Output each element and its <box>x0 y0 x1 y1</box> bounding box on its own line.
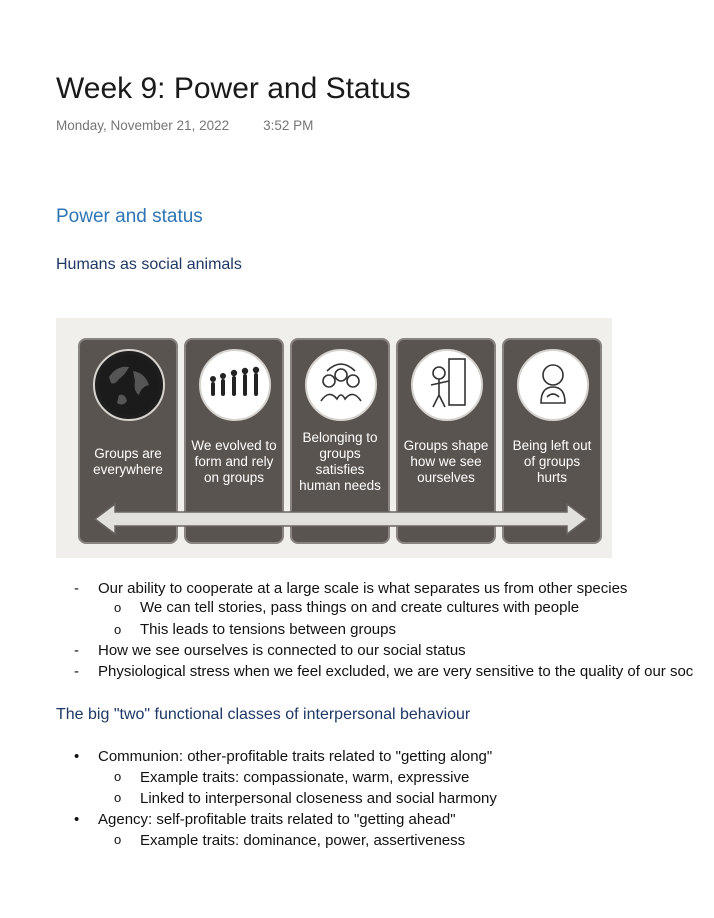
subheading-big-two: The big "two" functional classes of interpersonal behaviour <box>56 706 471 723</box>
list-marker: - <box>74 663 79 680</box>
list-marker: o <box>114 769 122 784</box>
list-marker: • <box>74 811 80 828</box>
page-meta <box>56 118 313 133</box>
panel-label: Belonging to groups satisfies human needs <box>299 430 381 493</box>
list-item: We can tell stories, pass things on and create cultures with people <box>140 599 580 616</box>
list-item: Example traits: compassionate, warm, expressive <box>140 769 470 786</box>
page-date: Monday, November 21, 2022 <box>56 118 230 133</box>
page-title: Week 9: Power and Status <box>56 72 411 105</box>
list-marker: • <box>74 748 80 765</box>
list-item: Example traits: dominance, power, assertiveness <box>140 832 466 849</box>
list-item: This leads to tensions between groups <box>140 621 396 638</box>
huddle-icon <box>305 349 377 421</box>
list-item: Our ability to cooperate at a large scale is what separates us from other species <box>98 580 628 597</box>
page-time: 3:52 PM <box>263 118 314 133</box>
panel-label: Groups shape how we see ourselves <box>403 438 489 485</box>
list-item: Communion: other-profitable traits related to "getting along" <box>98 748 493 765</box>
panel-label: Being left out of groups hurts <box>512 438 592 485</box>
list-marker: o <box>114 622 122 637</box>
list-item: Agency: self-profitable traits related to "getting ahead" <box>98 811 456 828</box>
panel-label: Groups are everywhere <box>93 446 163 477</box>
mirror-icon <box>411 349 483 421</box>
panel-label: We evolved to form and rely on groups <box>191 438 277 485</box>
section-heading: Power and status <box>56 206 203 227</box>
globe-icon <box>93 349 165 421</box>
list-item: Linked to interpersonal closeness and social harmony <box>140 790 497 807</box>
list-item: How we see ourselves is connected to our social status <box>98 642 466 659</box>
double-arrow-icon <box>93 502 589 536</box>
sad-figure-icon <box>517 349 589 421</box>
subheading-social-animals: Humans as social animals <box>56 256 242 273</box>
list-marker: o <box>114 600 122 615</box>
list-item: Physiological stress when we feel excluded, we are very sensitive to the quality of our soc <box>98 663 694 680</box>
groups-infographic <box>56 318 612 558</box>
list-marker: - <box>74 642 79 659</box>
list-marker: o <box>114 832 122 847</box>
list-marker: o <box>114 790 122 805</box>
list-marker: - <box>74 580 79 597</box>
evolution-icon <box>199 349 271 421</box>
